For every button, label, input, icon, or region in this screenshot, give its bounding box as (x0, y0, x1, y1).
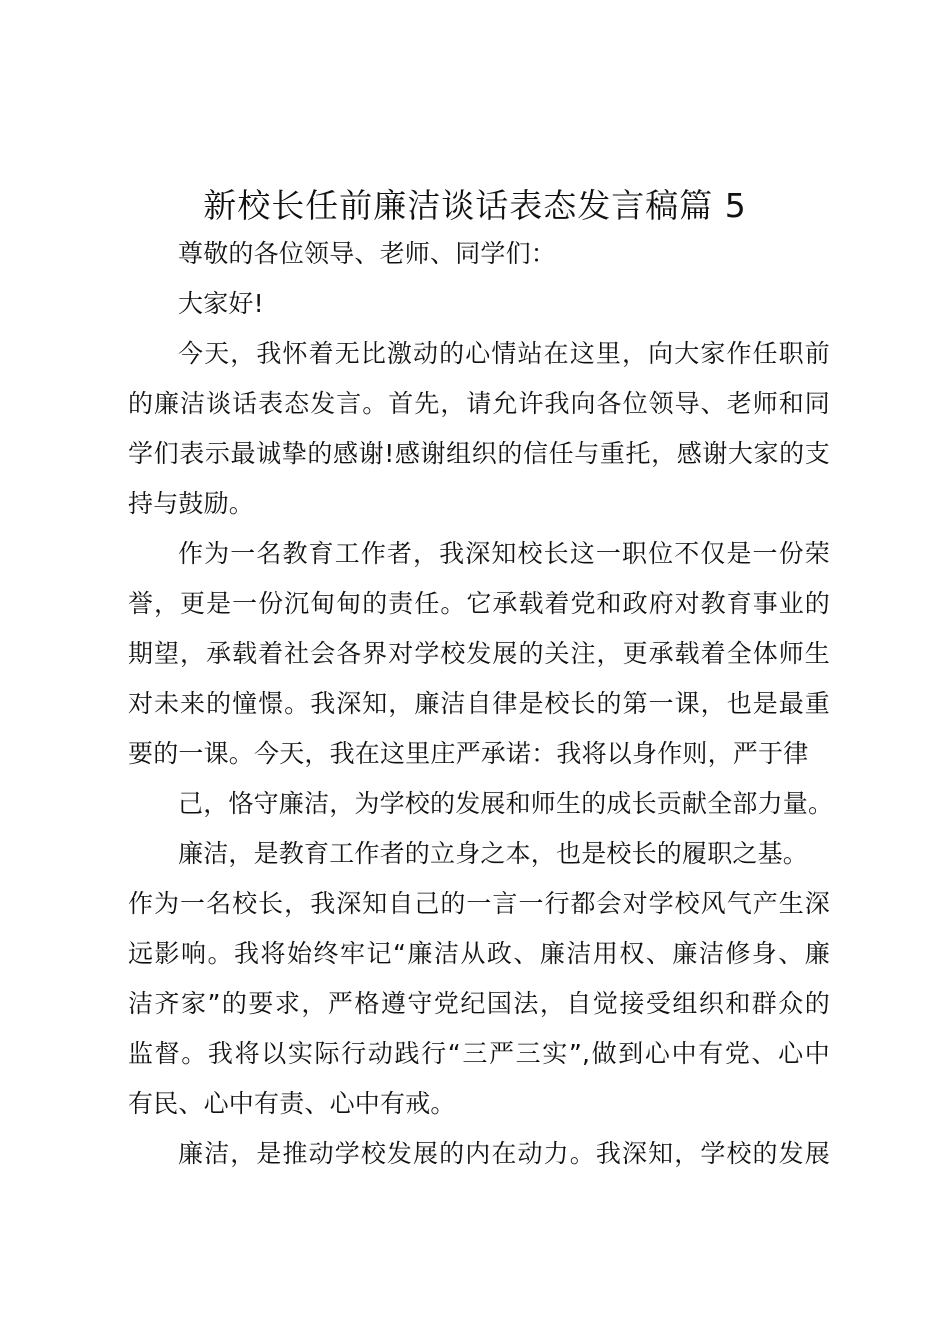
paragraph-line: 监督。我将以实际行动践行“三严三实”,做到心中有党、心中 (128, 1039, 830, 1068)
paragraph-line: 学们表示最诚挚的感谢!感谢组织的信任与重托，感谢大家的支 (128, 439, 830, 468)
document-title: 新校长任前廉洁谈话表态发言稿篇 5 (203, 186, 747, 225)
paragraph-line: 今天，我怀着无比激动的心情站在这里，向大家作任职前 (178, 339, 830, 368)
paragraph-line: 远影响。我将始终牢记“廉洁从政、廉洁用权、廉洁修身、廉 (128, 939, 830, 968)
greeting-line: 大家好! (178, 289, 264, 318)
paragraph-line: 作为一名校长，我深知自己的一言一行都会对学校风气产生深 (128, 889, 830, 918)
paragraph-line: 对未来的憧憬。我深知，廉洁自律是校长的第一课，也是最重 (128, 689, 830, 718)
paragraph-line: 作为一名教育工作者，我深知校长这一职位不仅是一份荣 (178, 539, 830, 568)
paragraph-line: 持与鼓励。 (128, 489, 255, 518)
paragraph-line: 期望，承载着社会各界对学校发展的关注，更承载着全体师生 (128, 639, 830, 668)
paragraph-line: 有民、心中有责、心中有戒。 (128, 1089, 456, 1118)
paragraph-line: 誉，更是一份沉甸甸的责任。它承载着党和政府对教育事业的 (128, 589, 830, 618)
salutation-line: 尊敬的各位领导、老师、同学们： (178, 239, 557, 268)
paragraph-line: 要的一课。今天，我在这里庄严承诺：我将以身作则，严于律 (128, 739, 809, 768)
paragraph-line: 的廉洁谈话表态发言。首先，请允许我向各位领导、老师和同 (128, 389, 830, 418)
paragraph-line: 廉洁，是推动学校发展的内在动力。我深知，学校的发展 (178, 1139, 830, 1168)
paragraph-line: 廉洁，是教育工作者的立身之本，也是校长的履职之基。 (178, 839, 809, 868)
paragraph-line: 己，恪守廉洁，为学校的发展和师生的成长贡献全部力量。 (178, 789, 834, 818)
paragraph-line: 洁齐家”的要求，严格遵守党纪国法，自觉接受组织和群众的 (128, 989, 830, 1018)
